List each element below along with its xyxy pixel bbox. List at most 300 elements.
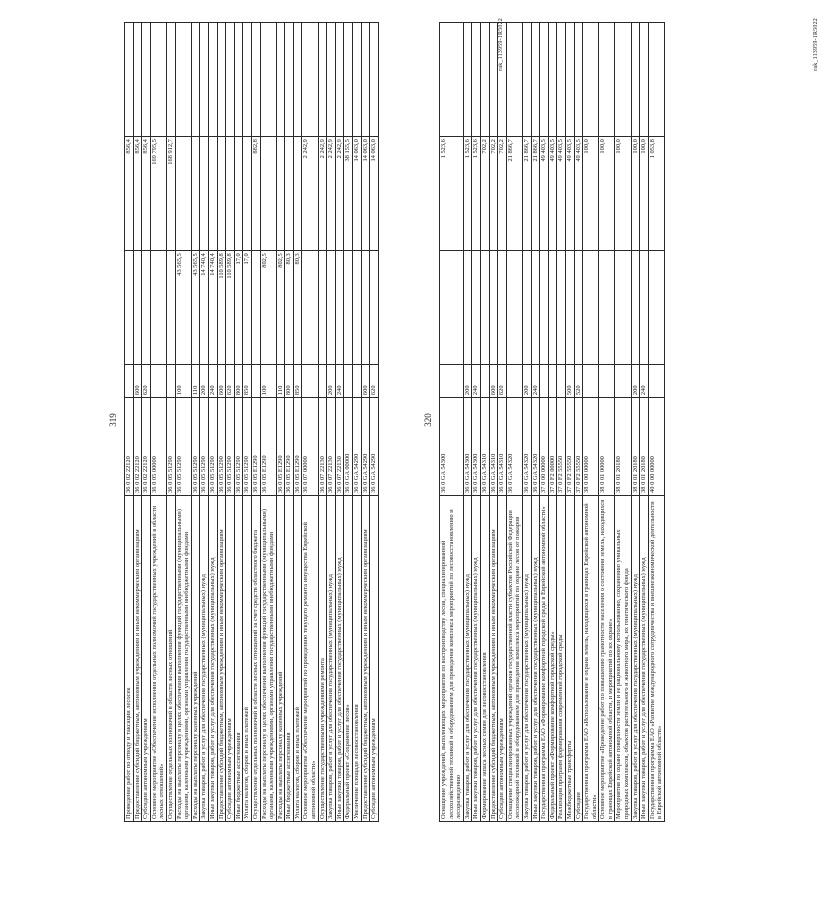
row-amount-cell: 856,4 <box>133 137 142 251</box>
row-expense-type-cell: 520 <box>574 365 583 398</box>
row-code-cell: 36 0 GA 54320 <box>531 398 540 496</box>
row-code-cell: 37 0 00 00000 <box>540 398 549 496</box>
row-amount-cell: 100,0 <box>631 137 640 251</box>
table-row <box>615 23 631 822</box>
table-row <box>243 23 252 822</box>
row-amount-cell <box>208 137 217 251</box>
row-amount-cell: 80,3 <box>285 251 294 365</box>
row-expense-type-cell: 240 <box>208 365 217 398</box>
row-name-cell: Увеличение площади лесовосстановления <box>353 495 362 821</box>
table-row <box>150 23 166 822</box>
row-amount-cell: 21 866,7 <box>531 137 540 251</box>
row-code-cell: 36 0 GA 54290 <box>353 398 362 496</box>
row-amount-cell <box>285 137 294 251</box>
row-amount-cell: 14 740,4 <box>208 251 217 365</box>
row-amount-cell <box>191 137 200 251</box>
row-amount-cell <box>548 23 557 137</box>
row-code-cell: 36 0 07 00000 <box>302 398 318 496</box>
table-row <box>574 23 583 822</box>
table-row <box>217 23 226 822</box>
row-amount-cell <box>463 23 472 137</box>
row-expense-type-cell: 110 <box>191 365 200 398</box>
row-name-cell: Федеральный проект «Формирование комфортной городской среды» <box>548 495 557 821</box>
row-amount-cell: 2 242,9 <box>327 137 336 251</box>
footer-code: rak_113959-1R5022 <box>813 18 819 71</box>
row-amount-cell <box>472 23 481 137</box>
row-name-cell: Основное мероприятие «Обеспечение мероприятий по проведению текущего ремонта имущества Еврейской автономной области» <box>302 495 318 821</box>
table-row <box>557 23 566 822</box>
row-amount-cell: 100,0 <box>615 137 631 251</box>
row-amount-cell <box>293 137 302 251</box>
row-amount-cell <box>599 23 615 137</box>
row-code-cell: 36 0 05 Е1290 <box>293 398 302 496</box>
row-amount-cell: 14 063,0 <box>370 137 379 251</box>
table-row <box>565 23 574 822</box>
row-amount-cell <box>599 251 615 365</box>
row-name-cell: Оснащение специализированных учреждений органов государственной власти субъектов Российской Федерации лесопожарной техникой и оборудованием для проведения комплекса мероприятий по охране лесов от пожаров <box>506 495 522 821</box>
row-amount-cell: 110 589,8 <box>226 251 235 365</box>
row-amount-cell <box>251 251 260 365</box>
row-amount-cell <box>150 251 166 365</box>
row-amount-cell: 38 155,5 <box>344 137 353 251</box>
row-amount-cell <box>302 23 318 137</box>
row-expense-type-cell: 620 <box>226 365 235 398</box>
row-amount-cell <box>276 23 285 137</box>
row-amount-cell <box>631 23 640 137</box>
budget-table-right <box>439 22 665 822</box>
table-row <box>276 23 285 822</box>
row-amount-cell: 49 403,5 <box>540 137 549 251</box>
row-code-cell: 36 0 02 22120 <box>125 398 134 496</box>
row-name-cell: Осуществление отдельных полномочий в области лесных отношений за счет средств областного бюджета <box>251 495 260 821</box>
row-expense-type-cell: 620 <box>370 365 379 398</box>
page-number: 320 <box>423 413 433 427</box>
table-row <box>293 23 302 822</box>
table-row <box>142 23 151 822</box>
row-code-cell: 36 0 05 Е1290 <box>251 398 260 496</box>
table-row <box>133 23 142 822</box>
page-number: 319 <box>108 413 118 427</box>
row-amount-cell: 49 403,5 <box>574 137 583 251</box>
row-code-cell: 36 0 05 00000 <box>150 398 166 496</box>
row-amount-cell <box>175 137 191 251</box>
row-code-cell: 37 0 F2 00000 <box>548 398 557 496</box>
row-expense-type-cell: 600 <box>133 365 142 398</box>
row-amount-cell: 100,0 <box>640 137 649 251</box>
row-expense-type-cell: 100 <box>175 365 191 398</box>
row-amount-cell: 2 242,9 <box>302 137 318 251</box>
row-code-cell: 36 0 05 51290 <box>217 398 226 496</box>
row-code-cell: 36 0 02 22120 <box>142 398 151 496</box>
row-amount-cell <box>631 251 640 365</box>
row-amount-cell <box>344 23 353 137</box>
row-amount-cell <box>285 23 294 137</box>
row-expense-type-cell <box>506 365 522 398</box>
row-expense-type-cell: 200 <box>522 365 531 398</box>
row-amount-cell: 21 866,7 <box>522 137 531 251</box>
row-name-cell: Закупка товаров, работ и услуг для обеспечения государственных (муниципальных) нужд <box>522 495 531 821</box>
row-amount-cell <box>217 23 226 137</box>
row-amount-cell <box>548 251 557 365</box>
table-row <box>599 23 615 822</box>
row-code-cell: 36 0 GA 54320 <box>522 398 531 496</box>
table-row <box>370 23 379 822</box>
row-amount-cell <box>522 23 531 137</box>
row-name-cell: Уплата налогов, сборов и иных платежей <box>293 495 302 821</box>
row-amount-cell <box>472 251 481 365</box>
row-amount-cell <box>531 23 540 137</box>
row-expense-type-cell: 200 <box>327 365 336 398</box>
table-row <box>125 23 134 822</box>
row-name-cell: Субсидии <box>574 495 583 821</box>
row-name-cell: Основное мероприятие «Проведение работ по повышению грамотности населения о состоянии земель, находящихся в границах Еврейской автономной области, и мероприятий по их охране» <box>599 495 615 821</box>
table-row <box>631 23 640 822</box>
row-expense-type-cell: 200 <box>200 365 209 398</box>
row-amount-cell: 856,4 <box>142 137 151 251</box>
row-code-cell: 36 0 05 51290 <box>166 398 175 496</box>
row-name-cell: Закупка товаров, работ и услуг для обеспечения государственных (муниципальных) нужд <box>463 495 472 821</box>
row-amount-cell: 110 589,8 <box>217 251 226 365</box>
row-code-cell: 36 0 05 51290 <box>226 398 235 496</box>
row-expense-type-cell <box>125 365 134 398</box>
row-amount-cell <box>302 251 318 365</box>
row-name-cell: Формирование запаса лесных семян для лесовосстановления <box>480 495 489 821</box>
table-row <box>480 23 489 822</box>
table-row <box>540 23 549 822</box>
table-row <box>548 23 557 822</box>
row-name-cell: Реализация программ формирования современной городской среды <box>557 495 566 821</box>
row-name-cell: Расходы на выплаты персоналу в целях обеспечения выполнения функций государственными (муниципальными) органами, казенными учреждениями, органами управления государственными внебюджетными фондами <box>260 495 276 821</box>
row-amount-cell <box>251 23 260 137</box>
row-amount-cell <box>133 251 142 365</box>
row-name-cell: Иные закупки товаров, работ и услуг для обеспечения государственных (муниципальных) нужд <box>335 495 344 821</box>
row-expense-type-cell: 240 <box>472 365 481 398</box>
row-expense-type-cell: 800 <box>234 365 243 398</box>
row-amount-cell <box>344 251 353 365</box>
row-code-cell: 36 0 GA 54310 <box>489 398 498 496</box>
row-code-cell: 36 0 GA 54300 <box>472 398 481 496</box>
row-code-cell: 38 0 01 20180 <box>615 398 631 496</box>
row-amount-cell: 1 053,8 <box>648 137 664 251</box>
row-expense-type-cell <box>557 365 566 398</box>
row-amount-cell <box>335 23 344 137</box>
row-amount-cell <box>175 23 191 137</box>
row-code-cell: 36 0 05 51290 <box>191 398 200 496</box>
row-amount-cell <box>166 251 175 365</box>
row-code-cell: 36 0 05 51290 <box>175 398 191 496</box>
table-row <box>640 23 649 822</box>
row-amount-cell <box>498 23 507 137</box>
row-amount-cell <box>142 251 151 365</box>
row-name-cell: Проведение работ по отводу и таксации лесосек <box>125 495 134 821</box>
row-amount-cell: 14 063,0 <box>361 137 370 251</box>
row-amount-cell <box>640 251 649 365</box>
table-row <box>506 23 522 822</box>
row-amount-cell <box>226 23 235 137</box>
row-code-cell: 36 0 GA 54290 <box>361 398 370 496</box>
row-amount-cell <box>574 23 583 137</box>
table-row <box>522 23 531 822</box>
row-amount-cell: 17,0 <box>234 251 243 365</box>
row-code-cell: 36 0 05 Е1290 <box>276 398 285 496</box>
table-row <box>191 23 200 822</box>
row-amount-cell <box>480 251 489 365</box>
row-amount-cell: 802,5 <box>276 251 285 365</box>
row-expense-type-cell: 600 <box>489 365 498 398</box>
row-name-cell: Иные бюджетные ассигнования <box>285 495 294 821</box>
row-amount-cell: 1 523,6 <box>440 137 464 251</box>
row-name-cell: Основное мероприятие «Обеспечение исполнения отдельных полномочий государственных учреждений в области лесных отношений» <box>150 495 166 821</box>
row-expense-type-cell <box>440 365 464 398</box>
row-expense-type-cell <box>251 365 260 398</box>
table-row <box>440 23 464 822</box>
row-amount-cell: 43 565,5 <box>175 251 191 365</box>
row-amount-cell <box>243 23 252 137</box>
row-code-cell: 38 0 00 00000 <box>583 398 599 496</box>
row-name-cell: Субсидии автономным учреждениям <box>498 495 507 821</box>
row-amount-cell <box>498 251 507 365</box>
row-amount-cell: 14 063,0 <box>353 137 362 251</box>
row-amount-cell <box>260 23 276 137</box>
row-code-cell: 36 0 05 51290 <box>234 398 243 496</box>
table-row <box>472 23 481 822</box>
table-row <box>251 23 260 822</box>
row-amount-cell: 49 403,5 <box>557 137 566 251</box>
row-expense-type-cell <box>166 365 175 398</box>
row-code-cell: 36 0 02 22120 <box>133 398 142 496</box>
row-amount-cell: 21 866,7 <box>506 137 522 251</box>
row-name-cell: Оснащение учреждений, выполняющих мероприятия по воспроизводству лесов, специализированной лесохозяйственной техникой и оборудованием для проведения комплекса мероприятий по лесовосстановлению и лесоразведению <box>440 495 464 821</box>
row-amount-cell: 2 242,9 <box>335 137 344 251</box>
row-amount-cell <box>574 251 583 365</box>
row-amount-cell <box>142 23 151 137</box>
row-expense-type-cell: 500 <box>565 365 574 398</box>
table-row <box>463 23 472 822</box>
row-code-cell: 36 0 07 22130 <box>318 398 327 496</box>
row-expense-type-cell: 850 <box>243 365 252 398</box>
row-amount-cell: 702,2 <box>498 137 507 251</box>
row-amount-cell <box>243 137 252 251</box>
row-amount-cell: 702,2 <box>480 137 489 251</box>
row-code-cell: 36 0 GA 54310 <box>480 398 489 496</box>
row-name-cell: Расходы на выплаты персоналу казенных учреждений <box>276 495 285 821</box>
row-code-cell: 36 0 GA 00000 <box>344 398 353 496</box>
row-name-cell: Предоставление субсидий бюджетным, автономным учреждениям и иным некоммерческим организациям <box>133 495 142 821</box>
row-amount-cell: 49 403,5 <box>548 137 557 251</box>
table-row <box>285 23 294 822</box>
row-expense-type-cell <box>480 365 489 398</box>
row-amount-cell <box>557 23 566 137</box>
row-name-cell: Закупка товаров, работ и услуг для обеспечения государственных (муниципальных) нужд <box>631 495 640 821</box>
row-code-cell: 38 0 01 20180 <box>640 398 649 496</box>
row-amount-cell <box>293 23 302 137</box>
row-amount-cell: 702,2 <box>489 137 498 251</box>
row-name-cell: Государственная программа ЕАО «Использование и охрана земель, находящихся в границах Еврейской автономной области» <box>583 495 599 821</box>
row-amount-cell <box>361 251 370 365</box>
row-amount-cell <box>276 137 285 251</box>
row-amount-cell <box>640 23 649 137</box>
row-amount-cell <box>361 23 370 137</box>
row-amount-cell <box>125 23 134 137</box>
table-row <box>226 23 235 822</box>
row-code-cell: 36 0 05 Е1290 <box>285 398 294 496</box>
table-row <box>260 23 276 822</box>
row-name-cell: Субсидии автономным учреждениям <box>226 495 235 821</box>
table-row <box>531 23 540 822</box>
row-code-cell: 36 0 GA 54310 <box>498 398 507 496</box>
row-amount-cell: 17,0 <box>243 251 252 365</box>
row-name-cell: Предоставление субсидий бюджетным, автономным учреждениям и иным некоммерческим организациям <box>217 495 226 821</box>
row-amount-cell <box>615 23 631 137</box>
row-amount-cell <box>648 23 664 137</box>
row-name-cell: Расходы на выплаты персоналу казенных учреждений <box>191 495 200 821</box>
row-name-cell: Осуществление отдельных полномочий в области лесных отношений <box>166 495 175 821</box>
row-amount-cell <box>370 251 379 365</box>
row-code-cell: 36 0 GA 54320 <box>506 398 522 496</box>
row-expense-type-cell <box>353 365 362 398</box>
row-code-cell: 36 0 07 22130 <box>327 398 336 496</box>
row-amount-cell <box>327 23 336 137</box>
table-row <box>583 23 599 822</box>
row-amount-cell <box>353 23 362 137</box>
row-amount-cell <box>200 23 209 137</box>
row-amount-cell <box>370 23 379 137</box>
row-expense-type-cell: 240 <box>640 365 649 398</box>
row-amount-cell: 856,4 <box>125 137 134 251</box>
table-row <box>361 23 370 822</box>
row-name-cell: Иные закупки товаров, работ и услуг для обеспечения государственных (муниципальных) нужд <box>531 495 540 821</box>
row-amount-cell <box>565 23 574 137</box>
row-amount-cell <box>234 23 243 137</box>
row-amount-cell <box>327 251 336 365</box>
row-amount-cell <box>208 23 217 137</box>
row-amount-cell <box>226 137 235 251</box>
row-name-cell: Федеральный проект «Сохранение лесов» <box>344 495 353 821</box>
row-amount-cell: 168 912,7 <box>166 137 175 251</box>
row-code-cell: 38 0 01 00000 <box>599 398 615 496</box>
row-amount-cell <box>565 251 574 365</box>
table-row <box>344 23 353 822</box>
table-row <box>208 23 217 822</box>
row-expense-type-cell: 240 <box>531 365 540 398</box>
row-amount-cell <box>200 137 209 251</box>
row-name-cell: Иные бюджетные ассигнования <box>234 495 243 821</box>
table-row <box>353 23 362 822</box>
row-expense-type-cell: 240 <box>335 365 344 398</box>
row-expense-type-cell: 620 <box>498 365 507 398</box>
row-code-cell: 40 0 00 00000 <box>648 398 664 496</box>
row-amount-cell <box>234 137 243 251</box>
row-expense-type-cell <box>318 365 327 398</box>
row-name-cell: Государственная программа ЕАО «Развитие международного сотрудничества и внешнеэкономической деятельности в Еврейской автономной области» <box>648 495 664 821</box>
table-row <box>175 23 191 822</box>
row-amount-cell <box>540 251 549 365</box>
row-amount-cell: 1 523,6 <box>472 137 481 251</box>
row-code-cell: 37 0 F2 55550 <box>557 398 566 496</box>
row-code-cell: 36 0 GA 54300 <box>440 398 464 496</box>
row-name-cell: Расходы на выплаты персоналу в целях обеспечения выполнения функций государственными (муниципальными) органами, казенными учреждениями, органами управления государственными внебюджетными фондами <box>175 495 191 821</box>
row-name-cell: Осуществление государственными учреждениями ремонта <box>318 495 327 821</box>
row-amount-cell: 1 523,6 <box>463 137 472 251</box>
row-name-cell: Уплата налогов, сборов и иных платежей <box>243 495 252 821</box>
row-amount-cell <box>648 251 664 365</box>
row-amount-cell: 100,0 <box>583 137 599 251</box>
row-amount-cell <box>353 251 362 365</box>
row-amount-cell: 80,3 <box>293 251 302 365</box>
row-expense-type-cell <box>599 365 615 398</box>
row-expense-type-cell <box>302 365 318 398</box>
table-row <box>234 23 243 822</box>
row-amount-cell <box>506 251 522 365</box>
row-amount-cell <box>440 23 464 137</box>
row-amount-cell: 2 242,9 <box>318 137 327 251</box>
row-amount-cell <box>125 251 134 365</box>
row-amount-cell <box>557 251 566 365</box>
row-amount-cell <box>318 23 327 137</box>
row-amount-cell <box>480 23 489 137</box>
row-code-cell: 36 0 GA 54290 <box>370 398 379 496</box>
row-amount-cell <box>463 251 472 365</box>
row-expense-type-cell <box>344 365 353 398</box>
row-amount-cell <box>506 23 522 137</box>
row-expense-type-cell: 110 <box>276 365 285 398</box>
row-expense-type-cell: 600 <box>217 365 226 398</box>
row-amount-cell <box>489 23 498 137</box>
row-amount-cell <box>522 251 531 365</box>
row-expense-type-cell: 800 <box>285 365 294 398</box>
row-amount-cell <box>531 251 540 365</box>
row-amount-cell: 49 403,5 <box>565 137 574 251</box>
row-amount-cell <box>217 137 226 251</box>
row-code-cell: 36 0 GA 54300 <box>463 398 472 496</box>
row-name-cell: Субсидии автономным учреждениям <box>370 495 379 821</box>
table-row <box>335 23 344 822</box>
table-row <box>648 23 664 822</box>
row-name-cell: Иные закупки товаров, работ и услуг для обеспечения государственных (муниципальных) нужд <box>640 495 649 821</box>
row-amount-cell <box>318 251 327 365</box>
table-row <box>318 23 327 822</box>
row-amount-cell: 100,0 <box>599 137 615 251</box>
row-amount-cell <box>166 23 175 137</box>
row-code-cell: 36 0 05 51290 <box>243 398 252 496</box>
row-name-cell: Закупка товаров, работ и услуг для обеспечения государственных (муниципальных) нужд <box>327 495 336 821</box>
row-code-cell: 36 0 05 51290 <box>200 398 209 496</box>
row-expense-type-cell <box>615 365 631 398</box>
row-expense-type-cell: 620 <box>142 365 151 398</box>
row-name-cell: Предоставление субсидий бюджетным, автономным учреждениям и иным некоммерческим организациям <box>361 495 370 821</box>
table-row <box>489 23 498 822</box>
row-name-cell: Межбюджетные трансферты <box>565 495 574 821</box>
table-row <box>327 23 336 822</box>
row-amount-cell <box>335 251 344 365</box>
table-row <box>166 23 175 822</box>
row-name-cell: Предоставление субсидий бюджетным, автономным учреждениям и иным некоммерческим организациям <box>489 495 498 821</box>
row-name-cell: Субсидии автономным учреждениям <box>142 495 151 821</box>
row-amount-cell <box>583 251 599 365</box>
row-amount-cell: 802,5 <box>260 251 276 365</box>
row-expense-type-cell <box>150 365 166 398</box>
row-amount-cell <box>133 23 142 137</box>
row-name-cell: Иные закупки товаров, работ и услуг для обеспечения государственных (муниципальных) нужд <box>472 495 481 821</box>
row-expense-type-cell: 600 <box>361 365 370 398</box>
row-amount-cell <box>540 23 549 137</box>
row-expense-type-cell <box>548 365 557 398</box>
row-amount-cell <box>615 251 631 365</box>
row-expense-type-cell <box>540 365 549 398</box>
row-amount-cell <box>583 23 599 137</box>
row-code-cell: 36 0 05 51290 <box>208 398 217 496</box>
row-amount-cell <box>191 23 200 137</box>
